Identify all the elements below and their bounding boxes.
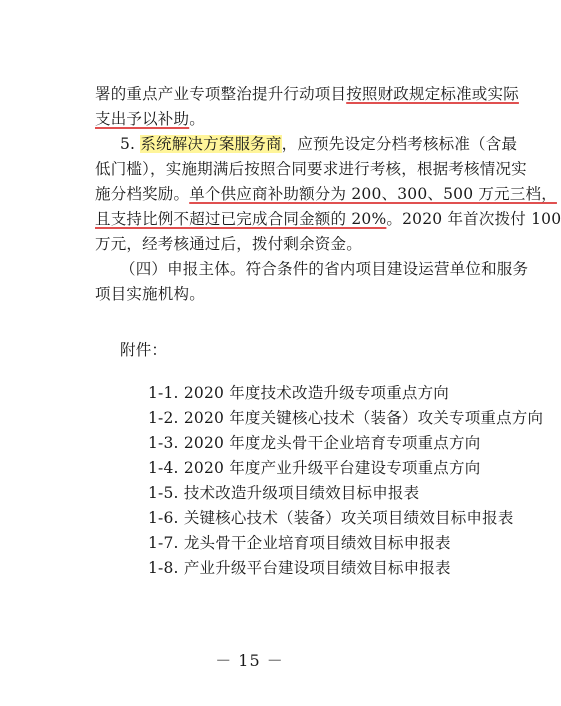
attachment-item: 1-7. 龙头骨干企业培育项目绩效目标申报表 [148, 534, 451, 552]
paragraph-line [120, 134, 517, 154]
underlined-text: 且支持比例不超过已完成合同金额的 20% [95, 210, 387, 228]
text-run: 。2020 年首次拨付 100 [386, 210, 561, 228]
text-run: 施分档奖励。 [95, 185, 190, 203]
paragraph-line [95, 284, 205, 304]
paragraph-line [95, 109, 205, 129]
attachment-item: 1-1. 2020 年度技术改造升级专项重点方向 [148, 384, 449, 402]
underlined-text: 单个供应商补助额分为 200、300、500 万元三档， [189, 185, 557, 203]
attachment-item: 1-3. 2020 年度龙头骨干企业培育专项重点方向 [148, 434, 481, 452]
paragraph-line [95, 184, 557, 204]
underlined-text: 支出予以补助 [95, 110, 190, 128]
paragraph-line [95, 209, 561, 229]
text-run: 署的重点产业专项整治提升行动项目 [95, 85, 347, 103]
text-run: ，应预先设定分档考核标准（含最 [281, 135, 518, 153]
attachment-item: 1-5. 技术改造升级项目绩效目标申报表 [148, 484, 420, 502]
paragraph-line [120, 259, 528, 279]
attachment-item: 1-2. 2020 年度关键核心技术（装备）攻关专项重点方向 [148, 409, 544, 427]
paragraph-line [95, 84, 519, 104]
attachment-item: 1-4. 2020 年度产业升级平台建设专项重点方向 [148, 459, 481, 477]
paragraph-line [95, 159, 527, 179]
paragraph-line [95, 234, 362, 254]
text-run: （四）申报主体。符合条件的省内项目建设运营单位和服务 [120, 260, 529, 278]
attachments-heading: 附件： [120, 341, 168, 359]
text-run: 项目实施机构。 [95, 285, 205, 303]
text-run: 低门槛），实施期满后按照合同要求进行考核，根据考核情况实 [95, 160, 527, 178]
page-number: － 15 － [215, 651, 284, 670]
attachment-item: 1-8. 产业升级平台建设项目绩效目标申报表 [148, 559, 451, 577]
text-run: 万元，经考核通过后，拨付剩余资金。 [95, 235, 362, 253]
highlighted-text: 系统解决方案服务商 [140, 135, 282, 153]
list-number: 5. [120, 135, 141, 153]
attachment-item: 1-6. 关键核心技术（装备）攻关项目绩效目标申报表 [148, 509, 514, 527]
underlined-text: 按照财政规定标准或实际 [346, 85, 519, 103]
text-run: 。 [189, 110, 205, 128]
